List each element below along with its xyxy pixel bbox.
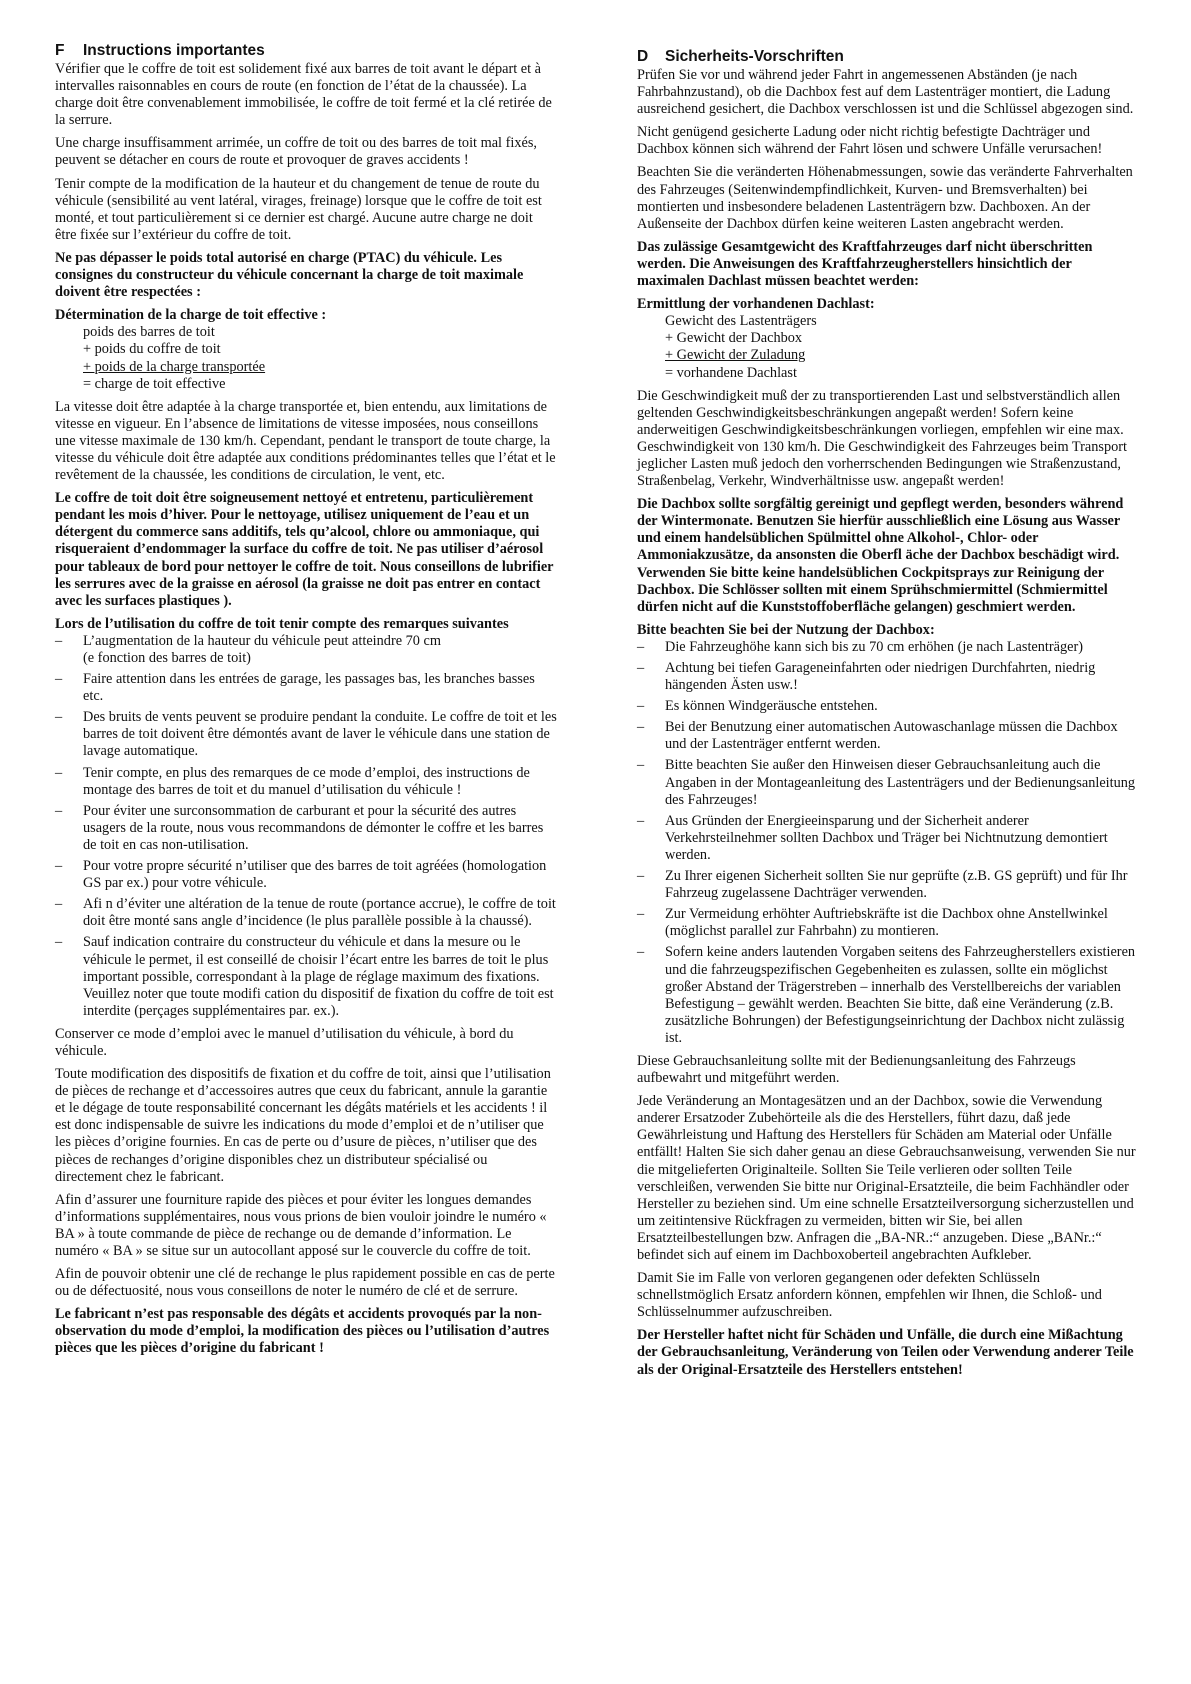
german-column	[637, 48, 1139, 1385]
calc-result: = charge de toit effective	[83, 375, 226, 392]
paragraph: Nicht genügend gesicherte Ladung oder nicht richtig befestigte Dachträger und Dachbox können sich während der Fahrt lösen und schwere Unfälle verursachen!	[637, 124, 1103, 158]
list-item-text: – L’augmentation de la hauteur du véhicule peut atteindre 70 cm	[83, 632, 441, 649]
list-item	[55, 633, 557, 667]
language-code-fr: F	[55, 42, 65, 59]
weight-warning: Das zulässige Gesamtgewicht des Kraftfahrzeuges darf nicht überschritten werden. Die Anweisungen des Kraftfahrzeugherstellers hinsichtlich der maximalen Dachlast müssen beachtet werden:	[637, 238, 1093, 290]
section-title-fr: Instructions importantes	[83, 42, 265, 59]
roof-load-calc-title: Détermination de la charge de toit effective :	[55, 307, 327, 324]
paragraph: Tenir compte de la modification de la hauteur et du changement de tenue de route du véhicule (sensibilité au vent latéral, virages, freinage) lorsque que le coffre de toit est monté, et tout particulièrement si ce dernier est chargé. Aucune autre charge ne doit être fixée sur l’extérieur du coffre de toit.	[55, 175, 542, 243]
weight-warning: Ne pas dépasser le poids total autorisé en charge (PTAC) du véhicule. Les consignes du constructeur du véhicule concernant la charge de toit maximale doivent être respectées :	[55, 249, 524, 301]
cleaning-instructions: Le coffre de toit doit être soigneusement nettoyé et entretenu, particulièrement pendant les mois d’hiver. Pour le nettoyage, utilisez uniquement de l’eau et un détergent du commerce sans additifs, tels qu’alcool, chlore ou ammoniaque, qui risqueraient d’endommager la surface du coffre de toit. Ne pas utiliser d’aérosol pour tableaux de bord pour nettoyer le coffre de toit. Nous conseillons de lubrifier les serrures avec de la graisse en aérosol (la graisse ne doit pas entrer en contact avec les surfaces plastiques ).	[55, 490, 554, 609]
list-item: – Pour votre propre sécurité n’utiliser que des barres de toit agréées (homologation GS par ex.) pour votre véhicule.	[55, 858, 557, 892]
list-item: – Die Fahrzeughöhe kann sich bis zu 70 cm erhöhen (je nach Lastenträger)	[637, 639, 1139, 656]
paragraph: Conserver ce mode d’emploi avec le manuel d’utilisation du véhicule, à bord du véhicule.	[55, 1025, 514, 1059]
paragraph: La vitesse doit être adaptée à la charge transportée et, bien entendu, aux limitations de vitesse en vigueur. En l’absence de limitations de vitesse imposées, nous conseillons une vitesse maximale de 130 km/h. Cependant, pendant le transport de toute charge, la vitesse du véhicule doit être adaptée aux conditions prédominantes telles que l’état et le revêtement de la chaussée, les conditions de circulation, le vent, etc.	[55, 398, 556, 484]
list-item: – Faire attention dans les entrées de garage, les passages bas, les branches basses etc.	[55, 671, 557, 705]
section-title-de: Sicherheits-Vorschriften	[665, 48, 844, 65]
paragraph: Diese Gebrauchsanleitung sollte mit der Bedienungsanleitung des Fahrzeugs aufbewahrt und mitgeführt werden.	[637, 1052, 1076, 1087]
paragraph: Vérifier que le coffre de toit est solidement fixé aux barres de toit avant le départ et à intervalles raisonnables en cours de route (en fonction de l’état de la chaussée). La charge doit être convenablement immobilisée, le coffre de toit fermé et la clé retirée de la serrure.	[55, 61, 552, 129]
calc-line: + poids de la charge transportée	[83, 358, 266, 375]
roof-load-calc-title: Ermittlung der vorhandenen Dachlast:	[637, 296, 875, 313]
roof-load-calculation	[83, 324, 557, 392]
list-item: – Bei der Benutzung einer automatischen Autowaschanlage müssen die Dachbox und der Lastenträger entfernt werden.	[637, 719, 1139, 753]
list-item: – Tenir compte, en plus des remarques de ce mode d’emploi, des instructions de montage des barres de toit et du manuel d’utilisation du véhicule !	[55, 765, 557, 799]
list-item: – Des bruits de vents peuvent se produire pendant la conduite. Le coffre de toit et les barres de toit doivent être démontés avant de laver le véhicule dans une station de lavage automatique.	[55, 709, 557, 760]
section-heading-de	[637, 48, 1139, 66]
liability-disclaimer: Le fabricant n’est pas responsable des dégâts et accidents provoqués par la non-observation du mode d’emploi, la modification des pièces ou l’utilisation d’autres pièces que les pièces d’origine du fabricant !	[55, 1306, 550, 1357]
paragraph: Beachten Sie die veränderten Höhenabmessungen, sowie das veränderte Fahrverhalten des Fahrzeuges (Seitenwindempfindlichkeit, Kurven- und Bremsverhalten) bei montierten und insbesondere beladenen Lastenträgern bzw. Dachboxen. An der Außenseite der Dachbox dürfen keine weiteren Lasten angebracht werden.	[637, 164, 1133, 232]
usage-remarks-title: Lors de l’utilisation du coffre de toit tenir compte des remarques suivantes	[55, 615, 509, 632]
list-item: – Achtung bei tiefen Garageneinfahrten oder niedrigen Durchfahrten, niedrig hängenden Ästen usw.!	[637, 660, 1139, 694]
calc-line: Gewicht des Lastenträgers	[665, 313, 817, 330]
list-item: – Sofern keine anders lautenden Vorgaben seitens des Fahrzeugherstellers existieren und die fahrzeugspezifischen Gegebenheiten es zulassen, sollte ein möglichst großer Abstand der Trägerstreben – innerhalb des Verstellbereichs der variablen Befestigung – gewählt werden. Beachten Sie bitte, daß eine Veränderung (z.B. zusätzliche Bohrungen) der Befestigungseinrichtung der Dachbox nicht zulässig ist.	[637, 944, 1139, 1047]
calc-result: = vorhandene Dachlast	[665, 364, 797, 381]
language-code-de: D	[637, 48, 649, 65]
usage-remarks-title: Bitte beachten Sie bei der Nutzung der Dachbox:	[637, 621, 935, 638]
paragraph: Prüfen Sie vor und während jeder Fahrt in angemessenen Abständen (je nach Fahrbahnzustand), ob die Dachbox fest auf dem Lastenträger montiert, die Ladung ausreichend gesichert, die Dachbox verschlossen ist und die Schlüssel abgezogen sind.	[637, 67, 1134, 118]
usage-remarks-list	[55, 633, 557, 1020]
list-item: – Sauf indication contraire du constructeur du véhicule et dans la mesure ou le véhicule le permet, il est conseillé de choisir l’écart entre les barres de toit le plus important possible, correspondant à la plage de réglage maximum des fixations. Veuillez noter que toute modifi cation du dispositif de fixation du coffre de toit est interdite (perçages supplémentaires par. ex.).	[55, 934, 557, 1019]
list-item: – Pour éviter une surconsommation de carburant et pour la sécurité des autres usagers de la route, nous vous recommandons de démonter le coffre et les barres de toit en cas non-utilisation.	[55, 803, 557, 854]
list-item: – Zur Vermeidung erhöhter Auftriebskräfte ist die Dachbox ohne Anstellwinkel (möglichst parallel zur Fahrbahn) zu montieren.	[637, 906, 1139, 940]
paragraph: Jede Veränderung an Montagesätzen und an der Dachbox, sowie die Verwendung anderer Ersatzoder Zubehörteile als die des Herstellers, führt dazu, daß jede Gewährleistung und Haftung des Herstellers für Schäden am Material oder Unfälle entfällt! Halten Sie sich daher genau an diese Gebrauchsanweisung, verwenden Sie nur die mitgelieferten Originalteile. Sollten Sie Teile verlieren oder sollten Teile verschleißen, verwenden Sie bitte nur Original-Ersatzteile, die beim Fachhändler oder Hersteller zu beziehen sind. Um eine schnelle Ersatzteilversorgung sicherzustellen und um zeitintensive Rückfragen zu vermeiden, bitten wir Sie, bei allen Ersatzteilbestellungen bzw. Anfragen die „BA-NR.:“ anzugeben. Diese „BANr.:“ befindet sich auf einem im Dachboxoberteil angebrachten Aufkleber.	[637, 1093, 1136, 1263]
french-column	[55, 42, 557, 1364]
cleaning-instructions: Die Dachbox sollte sorgfältig gereinigt und gepflegt werden, besonders während der Wintermonate. Benutzen Sie hierfür ausschließlich eine Lösung aus Wasser und einem handelsüblichen Spülmittel ohne Alkohol-, Chlor- oder Ammoniakzusätze, da ansonsten die Oberfl äche der Dachbox beschädigt wird. Verwenden Sie bitte keine handelsüblichen Cockpitsprays zur Reinigung der Dachbox. Die Schlösser sollten mit einem Sprühschmiermittel (Schmiermittel dürfen nicht auf die Kunststoffoberfläche gelangen) geschmiert werden.	[637, 496, 1124, 615]
calc-line: + Gewicht der Dachbox	[665, 330, 803, 347]
calc-line: + poids du coffre de toit	[83, 341, 221, 358]
usage-remarks-list	[637, 639, 1139, 1047]
paragraph: Damit Sie im Falle von verloren gegangenen oder defekten Schlüsseln schnellstmöglich Ersatz anfordern können, empfehlen wir Ihnen, die Schloß- und Schlüsselnummer aufzuschreiben.	[637, 1270, 1102, 1321]
list-item: – Aus Gründen der Energieeinsparung und der Sicherheit anderer Verkehrsteilnehmer sollten Dachbox und Träger bei Nichtnutzung demontiert werden.	[637, 813, 1139, 864]
list-item: – Bitte beachten Sie außer den Hinweisen dieser Gebrauchsanleitung auch die Angaben in der Montageanleitung des Lastenträgers und der Bedienungsanleitung des Fahrzeuges!	[637, 757, 1139, 808]
list-item: – Afi n d’éviter une altération de la tenue de route (portance accrue), le coffre de toit doit être monté sans angle d’incidence (le plus parallèle possible à la chaussé).	[55, 896, 557, 930]
list-item: – Es können Windgeräusche entstehen.	[637, 698, 1139, 715]
roof-load-calculation	[665, 313, 1139, 381]
list-item: – Zu Ihrer eigenen Sicherheit sollten Sie nur geprüfte (z.B. GS geprüft) und für Ihr Fahrzeug zugelassene Dachträger verwenden.	[637, 868, 1139, 902]
paragraph: Toute modification des dispositifs de fixation et du coffre de toit, ainsi que l’utilisation de pièces de rechange et d’accessoires autres que ceux du fabricant, annule la garantie et le dégage de toute responsabilité concernant les dégâts matériels et les accidents ! il est donc indispensable de suivre les indications du mode d’emploi et de n’utiliser que les pièces d’origine fournies. En cas de perte ou d’usure de pièces, n’utiliser que des pièces de rechanges d’origine disponibles chez un distributeur spécialisé ou directement chez le fabricant.	[55, 1066, 551, 1185]
paragraph: Afin d’assurer une fourniture rapide des pièces et pour éviter les longues demandes d’informations supplémentaires, nous vous prions de bien vouloir joindre le numéro « BA » à toute commande de pièce de rechange ou de demande d’information. Le numéro « BA » se situe sur un autocollant apposé sur le couvercle du coffre de toit.	[55, 1191, 547, 1259]
calc-line: + Gewicht der Zuladung	[665, 347, 806, 364]
paragraph: Die Geschwindigkeit muß der zu transportierenden Last und selbstverständlich allen geltenden Geschwindigkeitsbeschränkungen angepaßt werden! Sofern keine anderweitigen Geschwindigkeitsbeschränkungen vorliegen, empfehlen wir eine max. Geschwindigkeit von 130 km/h. Die Geschwindigkeit des Fahrzeuges beim Transport jeglicher Lasten muß jedoch den vorherrschenden Bedingungen wie Straßenzustand, Straßenbelag, Verkehr, Windverhältnisse usw. angepaßt werden!	[637, 387, 1127, 490]
calc-line: poids des barres de toit	[83, 324, 215, 341]
list-item-text: (e fonction des barres de toit)	[83, 650, 251, 666]
paragraph: Une charge insuffisamment arrimée, un coffre de toit ou des barres de toit mal fixés, peuvent se détacher en cours de route et provoquer de graves accidents !	[55, 135, 537, 169]
liability-disclaimer: Der Hersteller haftet nicht für Schäden und Unfälle, die durch eine Mißachtung der Gebrauchsanleitung, Veränderung von Teilen oder Verwendung anderer Teile als der Original-Ersatzteile des Herstellers entstehen!	[637, 1327, 1134, 1378]
section-heading-fr	[55, 42, 557, 60]
paragraph: Afin de pouvoir obtenir une clé de rechange le plus rapidement possible en cas de perte ou de défectuosité, nous vous conseillons de noter le numéro de clé et de serrure.	[55, 1266, 555, 1300]
